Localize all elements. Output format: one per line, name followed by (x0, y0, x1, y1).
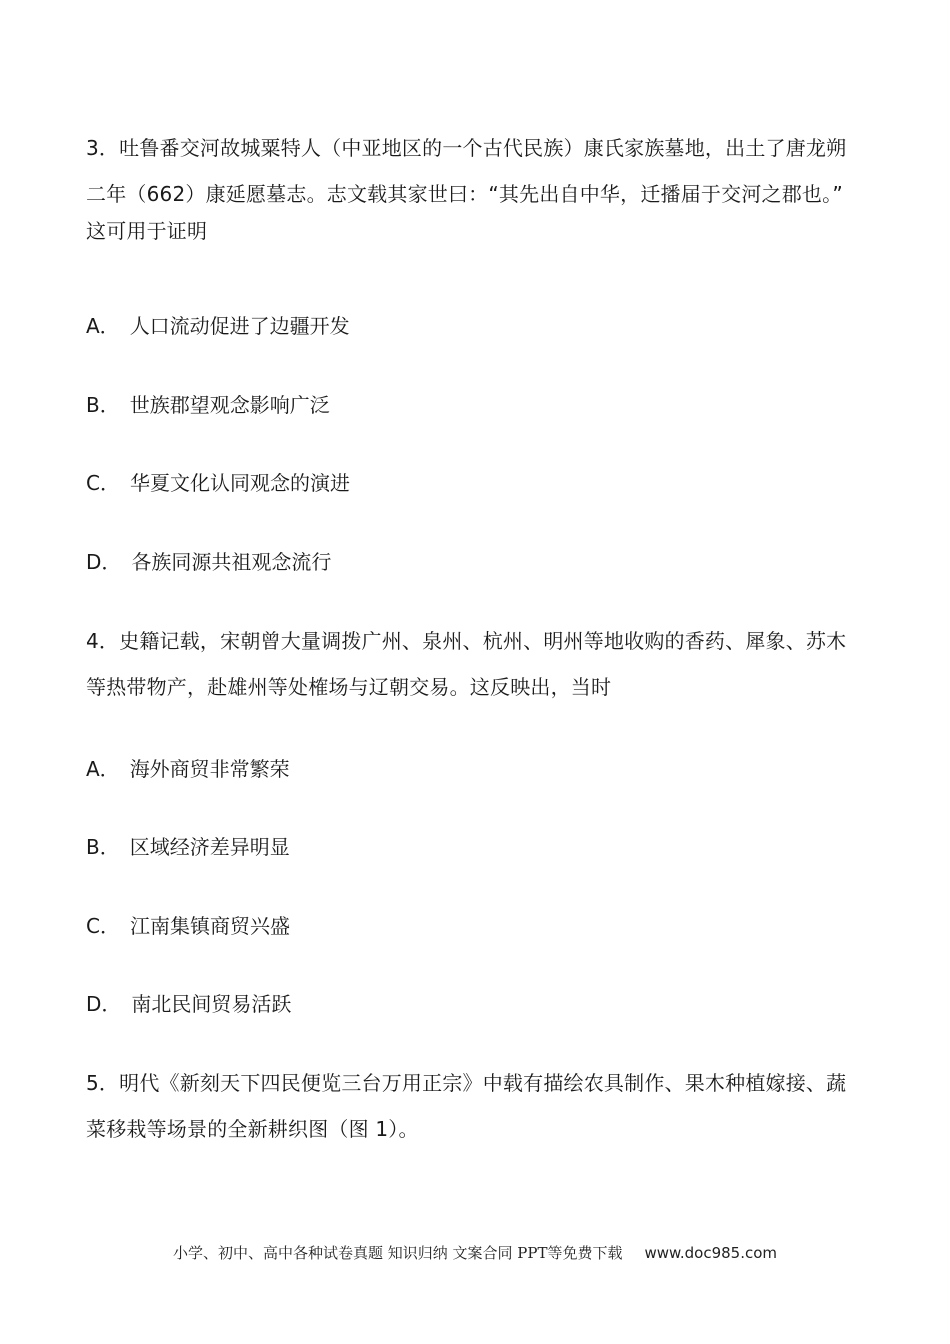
question-3-stem (86, 125, 866, 251)
option-text: 海外商贸非常繁荣 (129, 757, 290, 781)
question-4-option-a (86, 755, 290, 783)
option-letter: B． (86, 835, 120, 859)
option-text: 南北民间贸易活跃 (131, 992, 292, 1016)
option-text: 区域经济差异明显 (129, 835, 290, 859)
footer-site-link[interactable]: www.doc985.com (644, 1244, 778, 1262)
question-3-line: 这可用于证明 (86, 219, 208, 243)
option-letter: A． (86, 757, 120, 781)
option-letter: B． (86, 393, 120, 417)
question-5-line: 菜移栽等场景的全新耕织图（图 1）。 (86, 1117, 419, 1141)
question-4-option-b (86, 833, 290, 861)
option-text: 人口流动促进了边疆开发 (129, 314, 350, 338)
question-3-option-d (86, 548, 331, 576)
page-footer (0, 1242, 950, 1263)
question-4-option-d (86, 990, 291, 1018)
question-3-option-a (86, 312, 350, 340)
option-text: 江南集镇商贸兴盛 (129, 914, 290, 938)
question-3-option-c (86, 469, 350, 497)
question-5-line: 5．明代《新刻天下四民便览三台万用正宗》中载有描绘农具制作、果木种植嫁接、蔬 (86, 1071, 847, 1095)
option-letter: D． (86, 550, 122, 574)
option-letter: C． (86, 471, 120, 495)
option-letter: A． (86, 314, 120, 338)
question-4-line: 等热带物产，赴雄州等处榷场与辽朝交易。这反映出，当时 (86, 675, 612, 699)
option-letter: D． (86, 992, 122, 1016)
question-4-option-c (86, 912, 290, 940)
option-letter: C． (86, 914, 120, 938)
option-text: 各族同源共祖观念流行 (131, 550, 332, 574)
option-text: 华夏文化认同观念的演进 (129, 471, 350, 495)
question-4-stem (86, 618, 866, 710)
question-5-stem (86, 1060, 866, 1152)
question-3-line: 3．吐鲁番交河故城粟特人（中亚地区的一个古代民族）康氏家族墓地，出土了唐龙朔 (86, 136, 847, 160)
option-text: 世族郡望观念影响广泛 (129, 393, 330, 417)
footer-text: 小学、初中、高中各种试卷真题 知识归纳 文案合同 PPT等免费下载 (172, 1244, 623, 1262)
question-3-option-b (86, 391, 330, 419)
question-3-line: 二年（662）康延愿墓志。志文载其家世曰：“其先出自中华，迁播届于交河之郡也。” (86, 182, 843, 206)
question-4-line: 4．史籍记载，宋朝曾大量调拨广州、泉州、杭州、明州等地收购的香药、犀象、苏木 (86, 629, 847, 653)
